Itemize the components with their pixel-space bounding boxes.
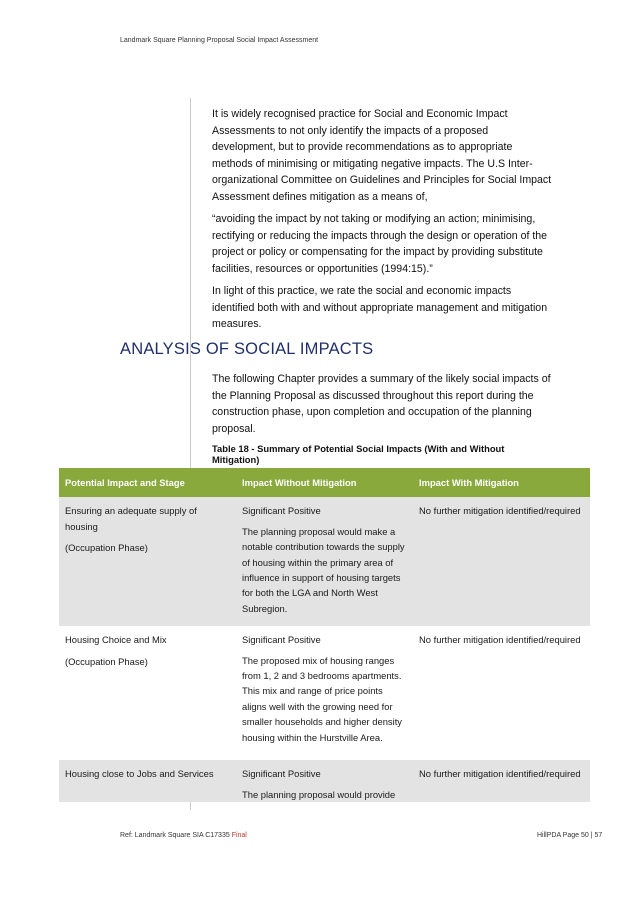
- without-rating: Significant Positive: [242, 634, 321, 646]
- footer-page-number: HillPDA Page 50 | 57: [537, 832, 603, 839]
- column-header-without: Impact Without Mitigation: [236, 468, 413, 497]
- running-header: Landmark Square Planning Proposal Social Impact Assessment: [120, 37, 319, 44]
- table-caption: Table 18 - Summary of Potential Social Impacts (With and Without Mitigation): [212, 443, 505, 465]
- without-description: The proposed mix of housing ranges from 1, 2 and 3 bedrooms apartments. This mix and range of price points aligns well with the growing need for smaller households and higher density housing within the Hurstville Area.: [242, 654, 402, 743]
- section-heading: ANALYSIS OF SOCIAL IMPACTS: [120, 340, 374, 358]
- impact-stage: (Occupation Phase): [65, 542, 148, 554]
- impact-name: Ensuring an adequate supply of housing: [65, 505, 197, 532]
- without-description: The planning proposal would provide: [242, 788, 396, 800]
- column-header-impact: Potential Impact and Stage: [59, 468, 236, 497]
- with-cell: No further mitigation identified/required: [413, 626, 590, 760]
- table-header-row: [59, 468, 590, 497]
- footer-reference: [120, 832, 247, 839]
- with-cell: No further mitigation identified/required: [413, 497, 590, 626]
- impact-cell: [59, 497, 236, 626]
- impact-stage: (Occupation Phase): [65, 655, 148, 667]
- without-description: The planning proposal would make a notable contribution towards the supply of housing within the primary area of influence in support of housing targets for both the LGA and North West Subregion.: [242, 525, 405, 614]
- footer-status: Final: [231, 832, 247, 839]
- section-intro: [212, 371, 552, 443]
- intro-block: [212, 106, 552, 339]
- footer-ref-text: Ref: Landmark Square SIA C17335: [120, 832, 232, 839]
- intro-paragraph: It is widely recognised practice for Social and Economic Impact Assessments to not only identify the impacts of a proposed development, but to provide recommendations as to appropriate methods of minimising or mitigating negative impacts. The U.S Inter-organizational Committee on Guidelines and Principles for Social Impact Assessment defines mitigation as a means of,: [212, 108, 552, 203]
- with-cell: No further mitigation identified/required: [413, 760, 590, 802]
- without-rating: Significant Positive: [242, 768, 321, 780]
- without-cell: [236, 760, 413, 802]
- impact-cell: [59, 626, 236, 760]
- intro-conclusion: In light of this practice, we rate the social and economic impacts identified both with and without appropriate management and mitigation measures.: [212, 285, 548, 330]
- impact-name: Housing Choice and Mix: [65, 634, 167, 646]
- without-cell: [236, 626, 413, 760]
- column-header-with: Impact With Mitigation: [413, 468, 590, 497]
- without-rating: Significant Positive: [242, 505, 321, 517]
- without-cell: [236, 497, 413, 626]
- table-row: [59, 626, 590, 760]
- intro-quote: “avoiding the impact by not taking or modifying an action; minimising, rectifying or reducing the impacts through the design or operation of the project or policy or compensating for the impact by providing substitute facilities, resources or opportunities (1994:15).”: [212, 213, 548, 275]
- impacts-table: [59, 468, 590, 802]
- impact-name: Housing close to Jobs and Services: [65, 768, 214, 780]
- table-row: [59, 497, 590, 626]
- table-row: [59, 760, 590, 802]
- section-paragraph: The following Chapter provides a summary of the likely social impacts of the Planning Proposal as discussed throughout this report during the construction phase, upon completion and occupation of the planning proposal.: [212, 373, 551, 435]
- impact-cell: [59, 760, 236, 802]
